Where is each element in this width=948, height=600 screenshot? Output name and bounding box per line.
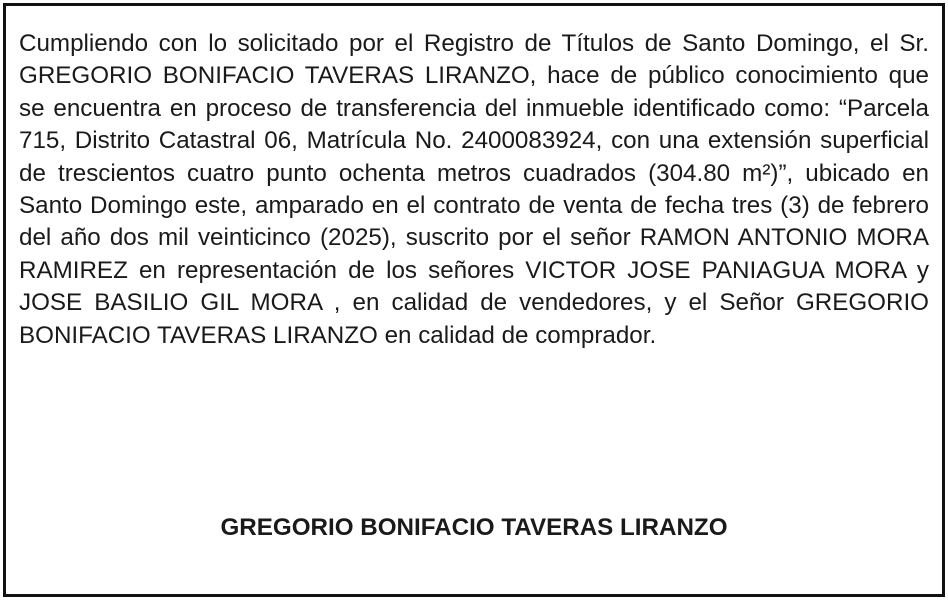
legal-notice-box <box>3 3 945 597</box>
notice-body-text: Cumpliendo con lo solicitado por el Registro de Títulos de Santo Domingo, el Sr. GREGORIO BONIFACIO TAVERAS LIRANZO, hace de público conocimiento que se encuentra en proceso de transferencia del inmueble identificado como: “Parcela 715, Distrito Catastral 06, Matrícula No. 2400083924, con una extensión superficial de trescientos cuatro punto ochenta metros cuadrados (304.80 m²)”, ubicado en Santo Domingo este, amparado en el contrato de venta de fecha tres (3) de febrero del año dos mil veinticinco (2025), suscrito por el señor RAMON ANTONIO MORA RAMIREZ en representación de los señores VICTOR JOSE PANIAGUA MORA y JOSE BASILIO GIL MORA , en calidad de vendedores, y el Señor GREGORIO BONIFACIO TAVERAS LIRANZO en calidad de comprador. <box>19 30 929 349</box>
notice-signature: GREGORIO BONIFACIO TAVERAS LIRANZO <box>220 514 728 541</box>
